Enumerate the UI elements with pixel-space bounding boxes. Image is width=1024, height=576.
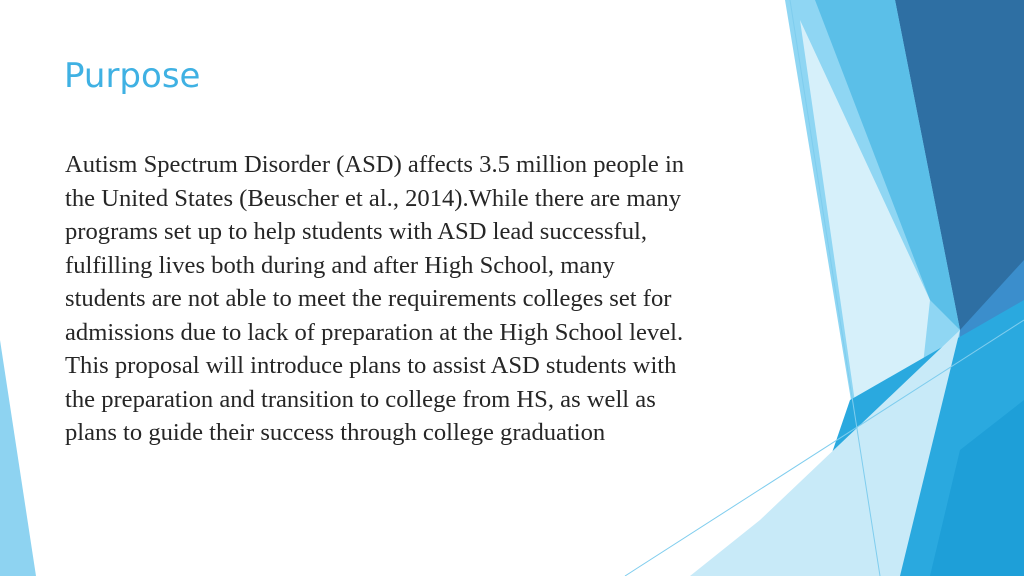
body-line: Autism Spectrum Disorder (ASD) affects 3.5 million people in [65,151,685,178]
body-paragraph [65,148,785,450]
left-edge-shape [0,340,36,576]
body-line: This proposal will introduce plans to assist ASD students with [65,352,677,379]
body-line: the preparation and transition to college from HS, as well as [65,385,656,413]
body-line: plans to guide their success through college graduation [65,419,606,446]
body-line: programs set up to help students with ASD lead successful, [65,218,647,245]
body-line: fulfilling lives both during and after High School, many [65,251,615,279]
body-line: students are not able to meet the requirements colleges set for [65,285,672,312]
body-line: admissions due to lack of preparation at the High School level. [65,318,684,346]
body-line: the United States (Beuscher et al., 2014).While there are many [65,184,681,212]
slide-title: Purpose [64,56,201,96]
